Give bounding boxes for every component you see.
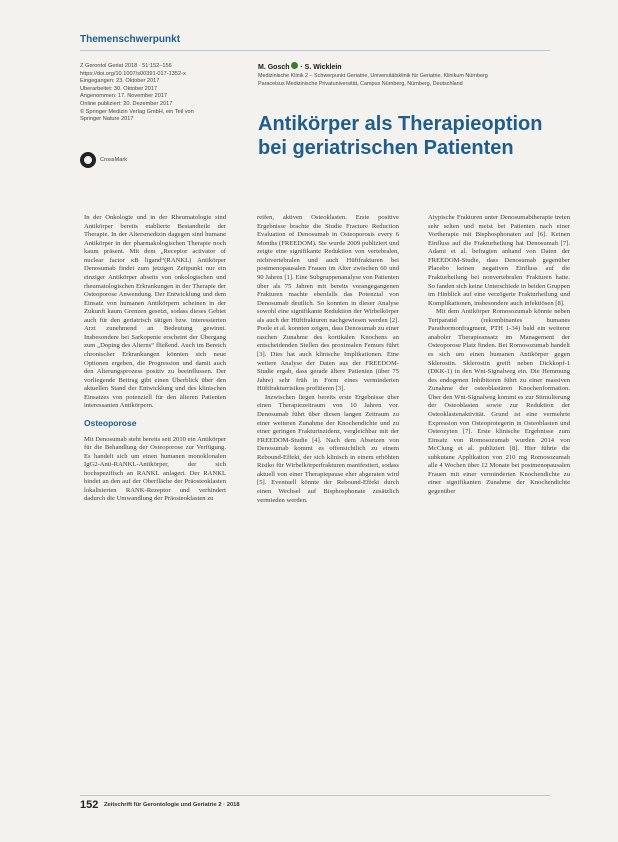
body-column-3 <box>428 214 570 497</box>
article-metadata <box>80 63 250 124</box>
body-column-2 <box>257 214 399 505</box>
body-paragraph: Atypische Frakturen unter Denosumabtherapie treten sehr selten und meist bei Patienten nach einer Vortherapie mit Bisphosphonaten auf [6]. Keinen Einfluss auf die Frakturheilung hat Denosumab [7]. Adami et al. befragten anhand von Daten der FREEDOM-Studie, dass Denosumab gegenüber Placebo keinen negativen Einfluss auf die Frakturheilung bei nonvertebralen Frakturen hatte. So fanden sich keine Unterschiede in beiden Gruppen im Hinblick auf eine verzögerte Frakturheilung und Komplikationen, insbesondere auch infektiösen [8]. <box>428 214 570 307</box>
affiliation-1: Medizinische Klinik 2 – Schwerpunkt Geriatrie, Universitätsklinik für Geriatrie, Klinikum Nürnberg <box>258 73 488 79</box>
body-paragraph: Mit dem Antikörper Romosozumab könnte neben Teriparatid (rekombinantes humanes Parathormonfragment, PTH 1-34) bald ein weiterer anaboler Therapieansatz im Management der Osteoporose Platz finden. Bei Romosozumab handelt es sich um einen humanen Antikörper gegen Sklerostin. Sklerostin greift neben Dickkopf-1 (DKK-1) in den Wnt-Signalweg ein. Die Hemmung des endogenen Inhibitoren führt zu einer massiven Zunahme der osteoblastären Knochenformation. Über den Wnt-Signalweg kommt es zur Stimulierung der Osteoblasten sowie zur Reduktion der Osteoklastenaktivität. Grund ist eine vermehrte Expression von Osteoprotegerin in Osteoblasten und Osteozyten [7]. Erste klinische Ergebnisse zum Einsatz von Romosozumab wurden 2014 von McClung et al. publiziert [8]. Hier führte die subkutane Applikation von 210 mg Romosozumab alle 4 Wochen über 12 Monate bei postmenopausalen Frauen mit einer verminderten Knochendichte zu einer signifikanten Zunahme der Knochendichte gegenüber <box>428 308 570 495</box>
page-number: 152 <box>80 799 99 811</box>
meta-received: Eingegangen: 23. Oktober 2017 <box>80 78 160 85</box>
section-label: Themenschwerpunkt <box>80 34 181 45</box>
author-names: M. Gosch · S. Wicklein <box>258 64 342 71</box>
authors <box>258 62 342 71</box>
meta-accepted: Angenommen: 17. November 2017 <box>80 93 168 100</box>
crossmark-badge[interactable] <box>80 152 127 168</box>
meta-citation: Z Gerontol Geriat 2018 · 51:152–156 <box>80 63 172 69</box>
affiliations <box>258 73 558 88</box>
crossmark-icon <box>80 152 96 168</box>
body-paragraph: Mit Denosumab steht bereits seit 2010 ein Antikörper für die Behandlung der Osteoporose zur Verfügung. Es handelt sich um einen humanen monoklonalen IgG2-Anti-RANKL-Antikörper, der sich hochspezifisch an RANKL anlagert. Der RANKL bindet an den auf der Oberfläche der Präosteoklasten lokalisierten RANK-Rezeptor und verhindert dadurch die Umwandlung der Präosteoklasten zu <box>84 435 226 503</box>
abstract-paragraph: In der Onkologie und in der Rheumatologie sind Antikörper bereits etablierte Bestandteile der Therapie. In der Altersmedizin dagegen sind humane Antikörper in der pharmakologischen Therapie noch kaum präsent. Mit dem „Receptor activator of nuclear factor κB ligand“(RANKL) Antikörper Denosumab findet zum jetzigen Zeitpunkt nur ein einziger Antikörper abseits von onkologischen und rheumatologischen Erkrankungen in der Therapie der Osteoporose Anwendung. Der Entwicklung und dem Einsatz von humanen Antikörpern scheinen in der Zukunft kaum Grenzen gesetzt, sodass dieses Gebiet auch für den geriatrisch tätigen bzw. interessierten Arzt zunehmend an Bedeutung gewinnt. Insbesondere bei Sarkopenie erscheint der Übergang zum „Doping des Alterns“ fließend. Auch im Bereich chronischer Erkrankungen könnten sich neue Optionen ergeben, die Progression und damit auch den Alterungsprozess positiv zu beeinflussen. Der vorliegende Beitrag gibt einen Überblick über den aktuellen Stand der Entwicklung und des klinischen Einsatzes von potenziell für den älteren Patienten interessanten Antikörpern. <box>84 214 226 410</box>
meta-doi-link[interactable]: https://doi.org/10.1007/s00391-017-1352-x <box>80 70 186 77</box>
body-column-1 <box>84 214 226 504</box>
footer-divider <box>80 795 550 796</box>
meta-copyright-cont: Springer Nature 2017 <box>80 116 134 123</box>
journal-name: Zeitschrift für Gerontologie und Geriatrie 2 · 2018 <box>104 802 240 808</box>
body-paragraph: reifen, aktiven Osteoklasten. Erste positive Ergebnisse brachte die Studie Fracture Reduction Evaluation of Denosumab in Osteoporosis every 6 Months (FREEDOM). Sie wurde 2009 publiziert und zeigte eine signifikante Reduktion von vertebralen, nichtvertebralen und auch Hüftfrakturen bei postmenopausalen Frauen im Alter zwischen 60 und 90 Jahren [1]. Eine Subgruppenanalyse von Patienten über als 75 Jahren mit bereits vorangegangenen Frakturen machte ebenfalls das Potenzial von Denosumab deutlich. So konnten in dieser Analyse sowohl eine signifikante Reduktion der Wirbelkörper als auch der Hüftfrakturen nachgewiesen werden [2]. Poole et al. konnten zeigen, dass Denosumab zu einer raschen Zunahme des kortikalen Knochens an entscheidenden Stellen des proximalen Femurs führt [3]. Dies hat auch klinische Implikationen. Eine weitere Analyse der Daten aus der FREEDOM-Studie ergab, dass gerade ältere Patienten (über 75 Jahre) sehr früh in Form eines verminderten Hüftfrakturrisikos profitieren [3]. <box>257 214 399 393</box>
affiliation-2: Paracelsus Medizinische Privatuniversität, Campus Nürnberg, Nürnberg, Deutschland <box>258 80 463 87</box>
article-title: Antikörper als Therapieoption bei geriatrischen Patienten <box>258 113 543 159</box>
meta-published: Online publiziert: 20. Dezember 2017 <box>80 100 173 107</box>
body-paragraph: Inzwischen liegen bereits erste Ergebnisse über einen Therapiezeitraum von 10 Jahren vor. Denosumab führt über diesen langen Zeitraum zu einer weiteren Zunahme der Knochendichte und zu einer geringen Frakturinzidenz, vergleichbar mit der FREEDOM-Studie [4]. Nach dem Absetzen von Denosumab kommt es offensichtlich zu einem Rebound-Effekt, der sich klinisch in einem erhöhten Risiko für Wirbelkörperfrakturen manifestiert, sodass aktuell von einer Therapiepause eher abgeraten wird [5]. Eventuell könnte der Rebound-Effekt durch einen Wechsel auf Bisphosphonate zusätzlich vermieden werden. <box>257 393 399 504</box>
meta-revised: Überarbeitet: 30. Oktober 2017 <box>80 85 158 92</box>
meta-copyright: © Springer Medizin Verlag GmbH, ein Teil von <box>80 108 194 115</box>
crossmark-label: CrossMark <box>100 157 128 163</box>
section-divider <box>80 50 550 51</box>
orcid-icon[interactable] <box>291 62 298 69</box>
heading-osteoporose: Osteoporose <box>84 417 137 428</box>
